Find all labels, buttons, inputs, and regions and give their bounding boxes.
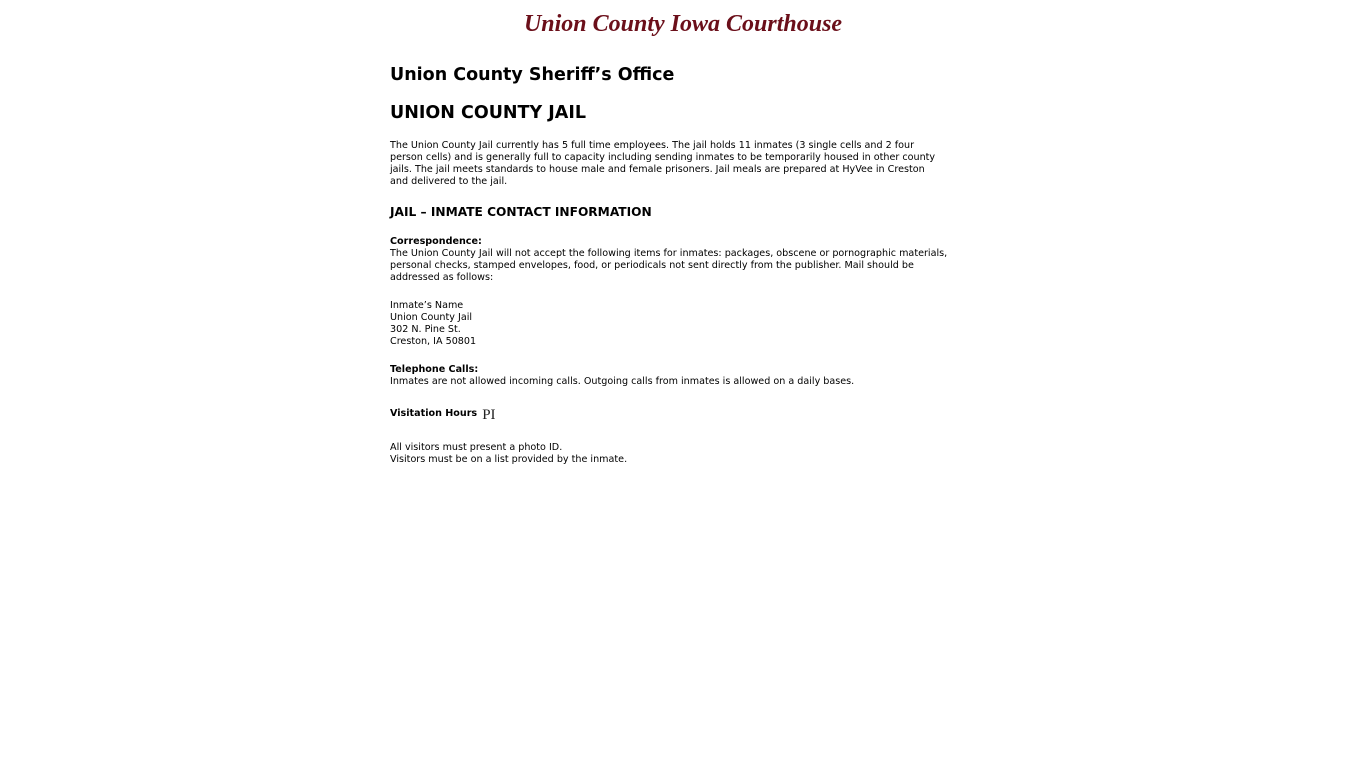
correspondence-line: The Union County Jail will not accept the following items for inmates: packages, obscene or pornographic materials, (390, 248, 948, 259)
correspondence-line: addressed as follows: (390, 272, 494, 283)
visitor-rule: Visitors must be on a list provided by the inmate. (390, 454, 628, 465)
mailing-address (390, 300, 476, 348)
address-street: 302 N. Pine St. (390, 324, 461, 335)
intro-line: person cells) and is generally full to capacity including sending inmates to be temporarily housed in other county (390, 152, 936, 163)
intro-line: jails. The jail meets standards to house male and female prisoners. Jail meals are prepared at HyVee in Creston (390, 164, 925, 175)
jail-intro-paragraph (390, 140, 970, 188)
visitor-rule: All visitors must present a photo ID. (390, 442, 563, 453)
address-recipient: Inmate’s Name (390, 300, 464, 311)
correspondence-label: Correspondence: (390, 236, 482, 247)
address-city-state-zip: Creston, IA 50801 (390, 336, 477, 347)
contact-info-heading: JAIL – INMATE CONTACT INFORMATION (390, 205, 652, 219)
visitation-trailing-glyph: PI (482, 407, 496, 423)
visitation-section (390, 406, 496, 423)
correspondence-line: personal checks, stamped envelopes, food, or periodicals not sent directly from the publisher. Mail should be (390, 260, 914, 271)
visitor-rules (390, 442, 627, 466)
telephone-text: Inmates are not allowed incoming calls. Outgoing calls from inmates is allowed on a daily bases. (390, 376, 855, 387)
correspondence-section (390, 236, 980, 284)
intro-line: The Union County Jail currently has 5 full time employees. The jail holds 11 inmates (3 single cells and 2 four (390, 140, 915, 151)
jail-heading: UNION COUNTY JAIL (390, 103, 586, 123)
address-facility: Union County Jail (390, 312, 473, 323)
telephone-label: Telephone Calls: (390, 364, 479, 375)
visitation-label: Visitation Hours (390, 408, 478, 419)
office-heading: Union County Sheriff’s Office (390, 65, 675, 85)
site-title: Union County Iowa Courthouse (523, 11, 843, 37)
telephone-section (390, 364, 980, 388)
intro-line: and delivered to the jail. (390, 176, 508, 187)
